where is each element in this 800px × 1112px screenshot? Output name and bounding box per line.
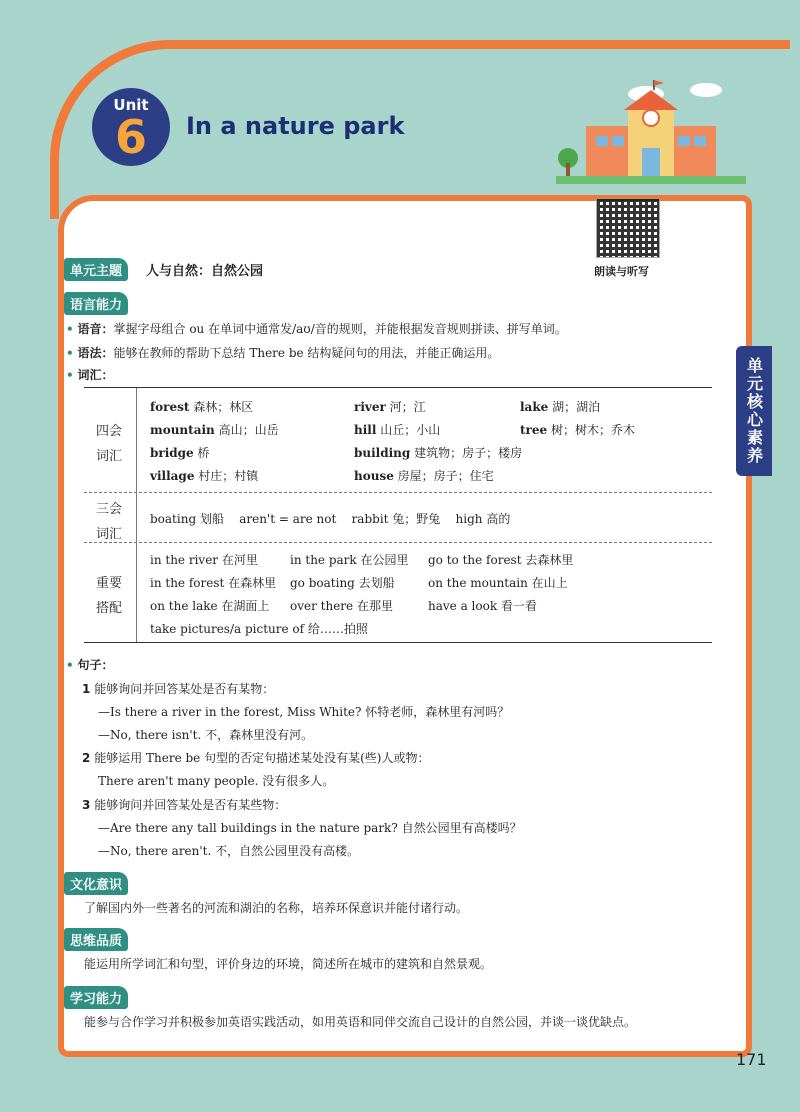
table-top-rule [84, 387, 712, 388]
vocab-word: river 河；江 [354, 400, 426, 414]
sentences-line: • 句子： [66, 658, 114, 672]
learning-text: 能参与合作学习并积极参加英语实践活动，如用英语和同伴交流自己设计的自然公园，并谈一谈优缺点。 [84, 1015, 637, 1029]
phrase: in the park 在公园里 [290, 553, 409, 567]
pronunciation-line: • 语音：掌握字母组合 ou 在单词中通常发/aʊ/音的规则，并能根据发音规则拼读、拼写单词。 [66, 322, 567, 336]
phrase: go to the forest 去森林里 [428, 553, 574, 567]
grammar-label: 语法： [77, 346, 114, 360]
vocab-word: bridge 桥 [150, 446, 210, 460]
phrase-label: 重要 搭配 [95, 576, 122, 616]
vocab-word: forest 森林；林区 [150, 400, 254, 414]
vocab-label: 词汇： [77, 368, 114, 382]
vocab-line: • 词汇： [66, 368, 114, 382]
table-column-rule [136, 388, 137, 642]
phrase: on the mountain 在山上 [428, 576, 568, 590]
three-label: 三会 词汇 [95, 502, 122, 542]
phrase: in the forest 在森林里 [150, 576, 277, 590]
language-tag: 语言能力 [64, 292, 128, 315]
phrase: on the lake 在湖面上 [150, 599, 270, 613]
grammar-line: • 语法：能够在教师的帮助下总结 There be 结构疑问句的用法，并能正确运用。 [66, 346, 500, 360]
pronunciation-text: 掌握字母组合 ou 在单词中通常发/aʊ/音的规则，并能根据发音规则拼读、拼写单词。 [113, 322, 567, 336]
four-label: 四会 词汇 [95, 424, 122, 464]
sentence-line: —Are there any tall buildings in the nature park? 自然公园里有高楼吗？ [98, 821, 522, 835]
qr-code[interactable] [596, 198, 660, 258]
thinking-text: 能运用所学词汇和句型，评价身边的环境，简述所在城市的建筑和自然景观。 [84, 957, 493, 971]
phrase: have a look 看一看 [428, 599, 537, 613]
qr-label: 朗读与听写 [594, 265, 649, 278]
three-vocab: boating 划船 aren't = are not rabbit 兔；野兔 high 高的 [150, 512, 511, 526]
table-bottom-rule [84, 642, 712, 643]
phrase: take pictures/a picture of 给……拍照 [150, 622, 368, 636]
sentence-item-title: 3 能够询问并回答某处是否有某些物： [82, 798, 287, 812]
vocab-word: hill 山丘；小山 [354, 423, 441, 437]
grammar-text: 能够在教师的帮助下总结 There be 结构疑问句的用法，并能正确运用。 [113, 346, 500, 360]
culture-text: 了解国内外一些著名的河流和湖泊的名称，培养环保意识并能付诸行动。 [84, 901, 469, 915]
phrase: over there 在那里 [290, 599, 393, 613]
culture-tag: 文化意识 [64, 872, 128, 895]
phrase: in the river 在河里 [150, 553, 258, 567]
vocab-word: lake 湖；湖泊 [520, 400, 601, 414]
table-rule [84, 492, 712, 493]
unit-title: In a nature park [186, 112, 405, 140]
decorative-line [360, 40, 790, 49]
vocab-word: building 建筑物；房子；楼房 [354, 446, 523, 460]
vocab-word: house 房屋；房子；住宅 [354, 469, 494, 483]
thinking-tag: 思维品质 [64, 928, 128, 951]
unit-number: 6 [114, 110, 147, 164]
sentence-item-title: 1 能够询问并回答某处是否有某物： [82, 682, 275, 696]
theme-text: 人与自然：自然公园 [146, 264, 264, 279]
theme-tag: 单元主题 [64, 258, 128, 281]
vocab-word: mountain 高山；山岳 [150, 423, 279, 437]
vocab-word: tree 树；树木；乔木 [520, 423, 635, 437]
unit-word: Unit [113, 96, 149, 114]
sentence-line: —Is there a river in the forest, Miss White? 怀特老师，森林里有河吗？ [98, 705, 510, 719]
vocab-word: village 村庄；村镇 [150, 469, 259, 483]
sentence-item-title: 2 能够运用 There be 句型的否定句描述某处没有某(些)人或物： [82, 751, 430, 765]
sentence-line: There aren't many people. 没有很多人。 [98, 774, 335, 788]
pronunciation-label: 语音： [77, 322, 114, 336]
table-rule [84, 542, 712, 543]
unit-badge [92, 88, 170, 166]
sentence-line: —No, there aren't. 不，自然公园里没有高楼。 [98, 844, 360, 858]
side-tab: 单元核心素养 [736, 346, 772, 476]
phrase: go boating 去划船 [290, 576, 395, 590]
school-illustration [556, 78, 746, 188]
learning-tag: 学习能力 [64, 986, 128, 1009]
sentence-line: —No, there isn't. 不，森林里没有河。 [98, 728, 314, 742]
page-number: 171 [736, 1050, 767, 1069]
